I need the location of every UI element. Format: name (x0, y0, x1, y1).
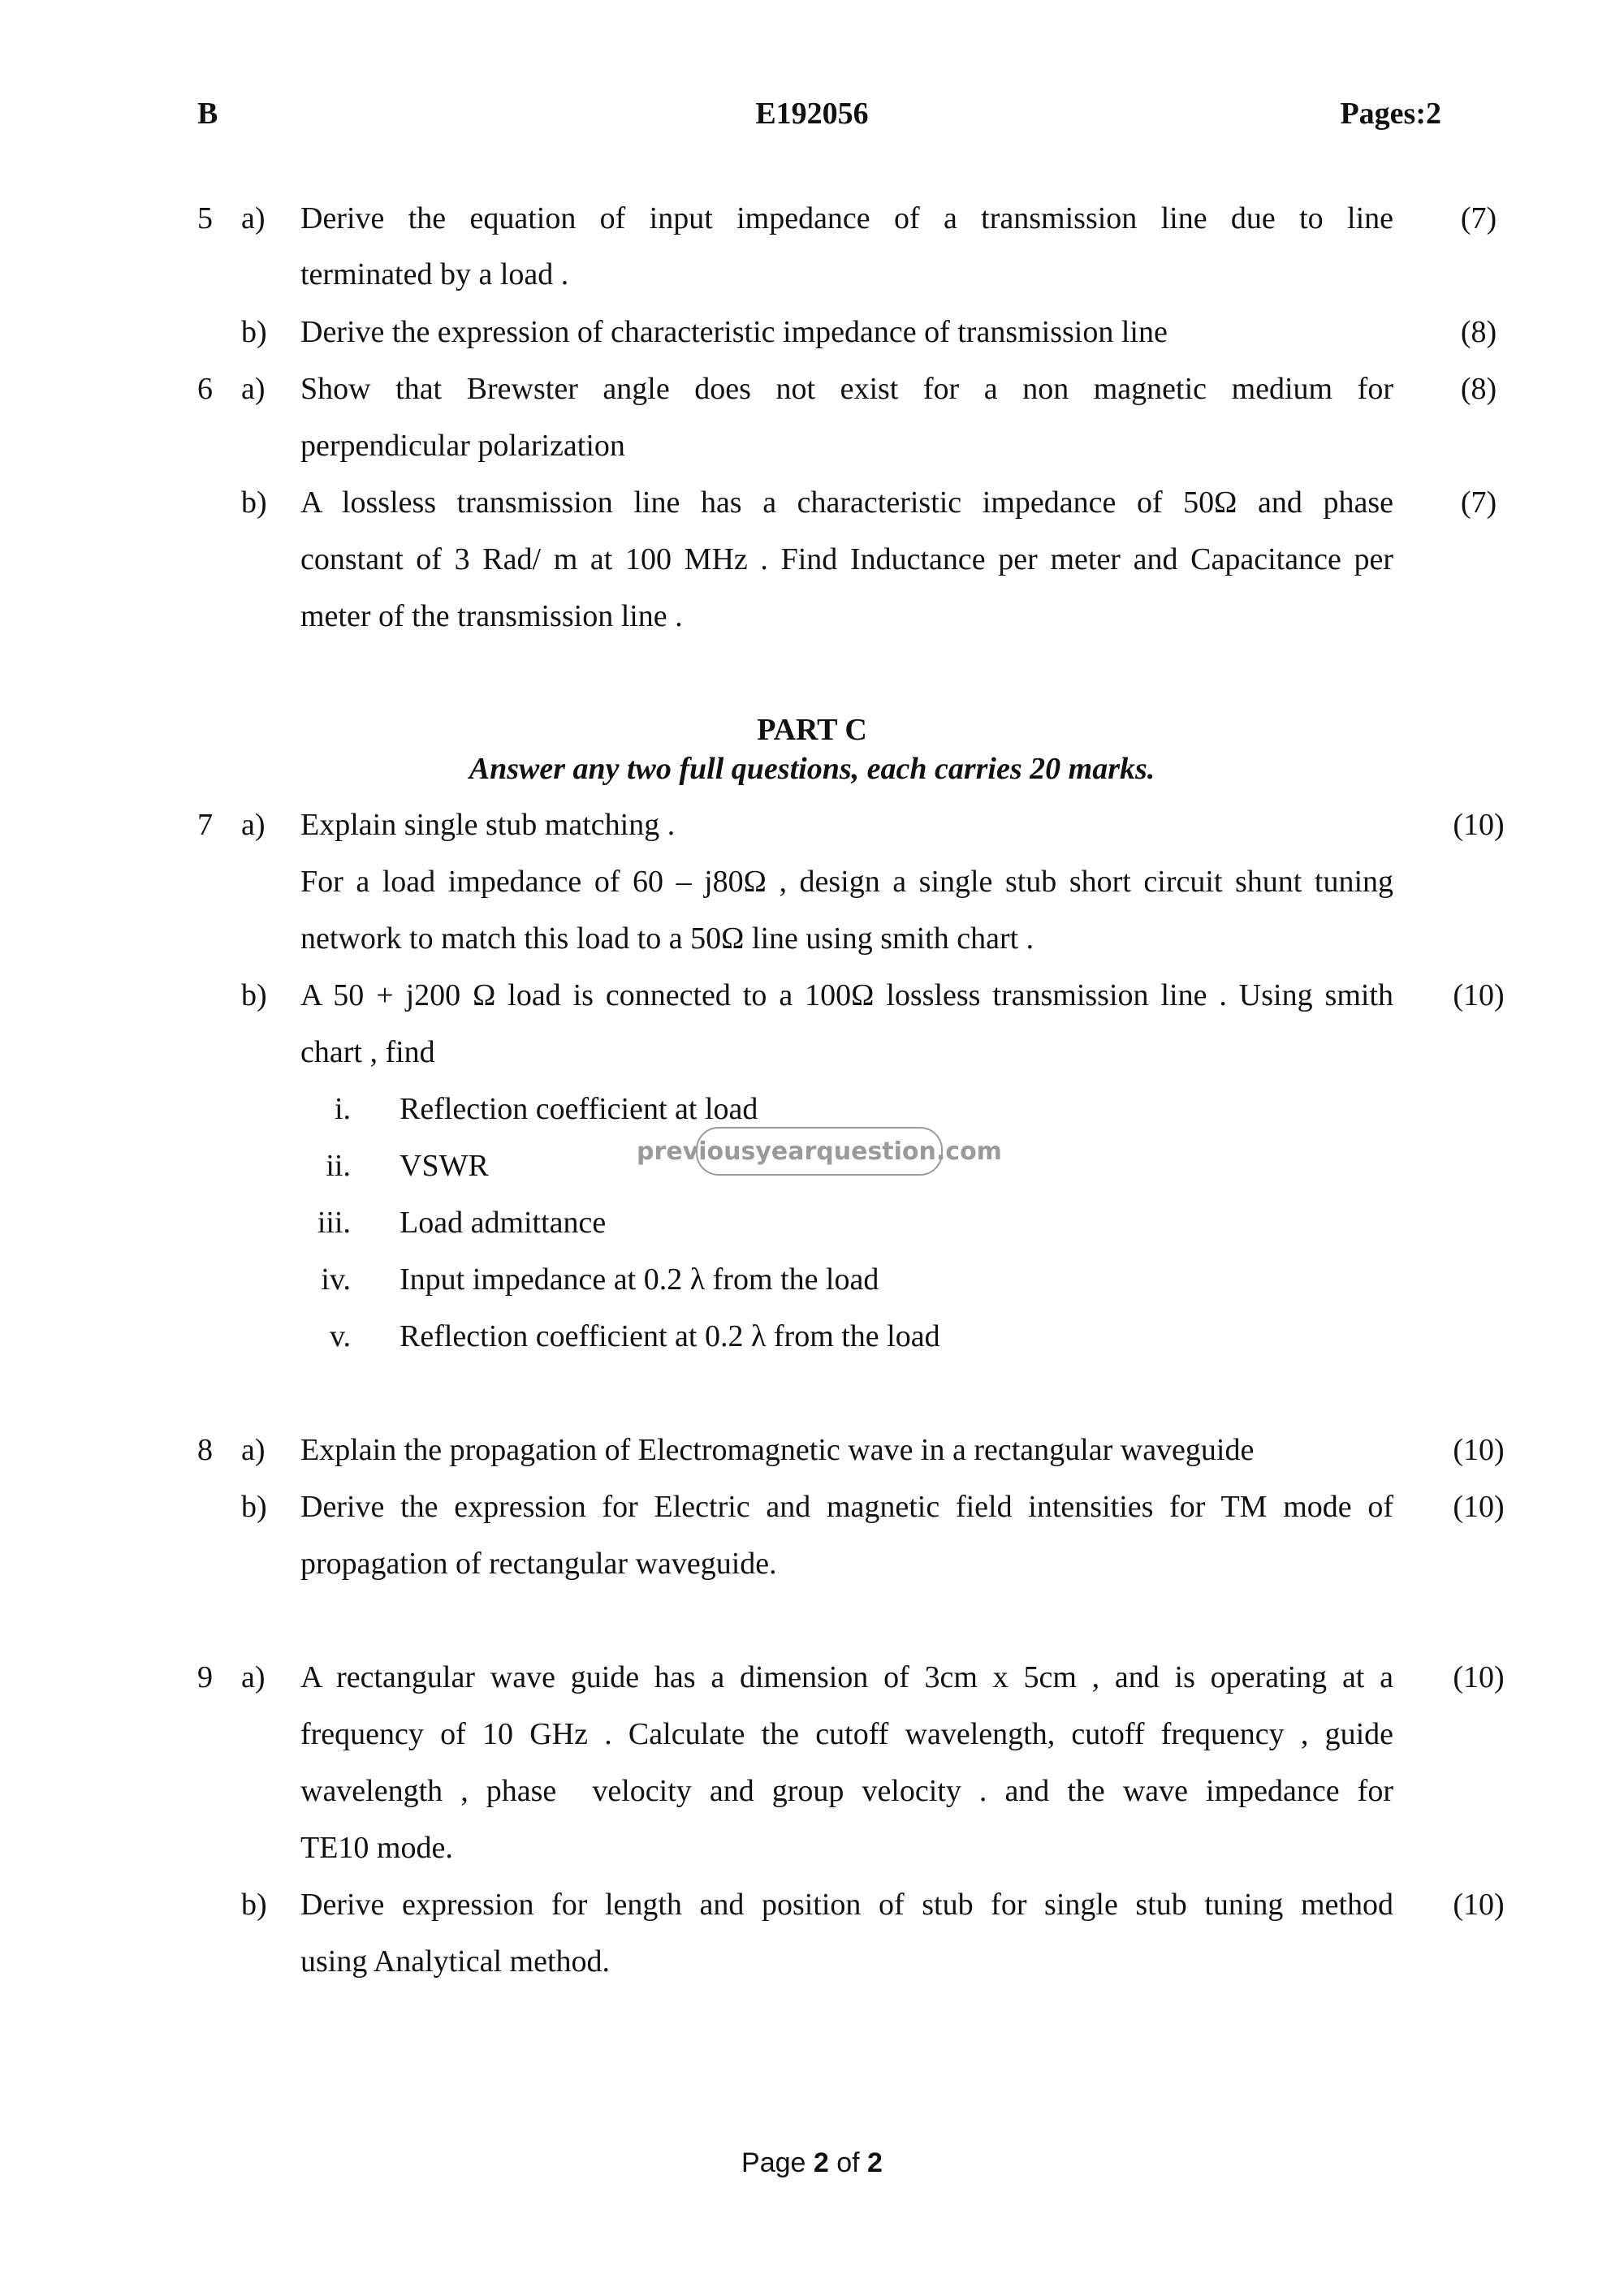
marks: (10) (1453, 808, 1505, 842)
footer-prefix: Page (741, 2147, 814, 2178)
question-text-line: TE10 mode. (300, 1831, 453, 1865)
question-text-line: A lossless transmission line has a characteristic impedance of 50Ω and phase (300, 486, 1393, 520)
list-item: Input impedance at 0.2 λ from the load (400, 1262, 879, 1297)
list-item-number: i. (334, 1092, 351, 1126)
sub-question-label: b) (241, 315, 267, 349)
question-text-line: meter of the transmission line . (300, 599, 683, 633)
marks: (8) (1460, 315, 1497, 349)
question-text-line: constant of 3 Rad/ m at 100 MHz . Find Inductance per meter and Capacitance per (300, 542, 1393, 576)
current-page-number: 2 (813, 2147, 829, 2178)
sub-question-label: b) (241, 978, 267, 1012)
marks: (7) (1460, 201, 1497, 235)
question-text-line: chart , find (300, 1035, 435, 1069)
page-footer (0, 2147, 1624, 2179)
marks: (7) (1460, 486, 1497, 520)
question-text-line: terminated by a load . (300, 257, 569, 291)
list-item: Reflection coefficient at load (400, 1092, 758, 1126)
footer-middle: of (828, 2147, 868, 2178)
marks: (10) (1453, 1888, 1505, 1922)
question-text-line: Derive the expression of characteristic impedance of transmission line (300, 315, 1168, 349)
question-number: 8 (197, 1433, 213, 1467)
sub-question-label: a) (241, 1660, 266, 1694)
question-text-line: using Analytical method. (300, 1944, 611, 1979)
list-item-number: iii. (317, 1206, 351, 1240)
list-item-number: iv. (321, 1262, 351, 1297)
question-number: 9 (197, 1660, 213, 1694)
marks: (10) (1453, 1433, 1505, 1467)
question-text-line: network to match this load to a 50Ω line using smith chart . (300, 921, 1034, 956)
page-count: Pages:2 (1340, 97, 1441, 131)
marks: (10) (1453, 978, 1505, 1012)
question-text-line: Derive expression for length and position of stub for single stub tuning method (300, 1888, 1393, 1922)
section-title: PART C (757, 713, 867, 747)
section-instruction: Answer any two full questions, each carries 20 marks. (469, 752, 1155, 786)
question-number: 6 (197, 372, 213, 406)
sub-question-label: a) (241, 201, 266, 235)
question-text-line: Derive the expression for Electric and magnetic field intensities for TM mode of (300, 1490, 1393, 1524)
question-text-line: A rectangular wave guide has a dimension of 3cm x 5cm , and is operating at a (300, 1660, 1393, 1694)
sub-question-label: a) (241, 1433, 266, 1467)
list-item: VSWR (400, 1149, 489, 1183)
question-text-line: A 50 + j200 Ω load is connected to a 100Ω lossless transmission line . Using smith (300, 978, 1393, 1012)
question-text-line: Explain the propagation of Electromagnetic wave in a rectangular waveguide (300, 1433, 1255, 1467)
total-page-number: 2 (867, 2147, 883, 2178)
marks: (10) (1453, 1490, 1505, 1524)
question-number: 7 (197, 808, 213, 842)
sub-question-label: b) (241, 486, 267, 520)
sub-question-label: a) (241, 372, 266, 406)
question-text-line: Explain single stub matching . (300, 808, 676, 842)
question-text-line: Derive the equation of input impedance of a transmission line due to line (300, 201, 1393, 235)
question-text-line: For a load impedance of 60 – j80Ω , design a single stub short circuit shunt tuning (300, 865, 1393, 899)
question-text-line: wavelength , phase velocity and group velocity . and the wave impedance for (300, 1774, 1393, 1808)
question-text-line: perpendicular polarization (300, 429, 625, 463)
question-text-line: frequency of 10 GHz . Calculate the cutoff wavelength, cutoff frequency , guide (300, 1717, 1393, 1751)
sub-question-label: b) (241, 1888, 267, 1922)
marks: (8) (1460, 372, 1497, 406)
watermark: previousyearquestion.com (696, 1127, 943, 1176)
list-item: Load admittance (400, 1206, 607, 1240)
sub-question-label: b) (241, 1490, 267, 1524)
marks: (10) (1453, 1660, 1505, 1694)
sub-question-label: a) (241, 808, 266, 842)
paper-series: B (197, 97, 218, 131)
paper-code: E192056 (755, 97, 869, 131)
list-item-number: ii. (326, 1149, 351, 1183)
question-number: 5 (197, 201, 213, 235)
question-text-line: propagation of rectangular waveguide. (300, 1547, 777, 1581)
question-text-line: Show that Brewster angle does not exist for a non magnetic medium for (300, 372, 1393, 406)
list-item: Reflection coefficient at 0.2 λ from the load (400, 1319, 940, 1353)
list-item-number: v. (329, 1319, 351, 1353)
